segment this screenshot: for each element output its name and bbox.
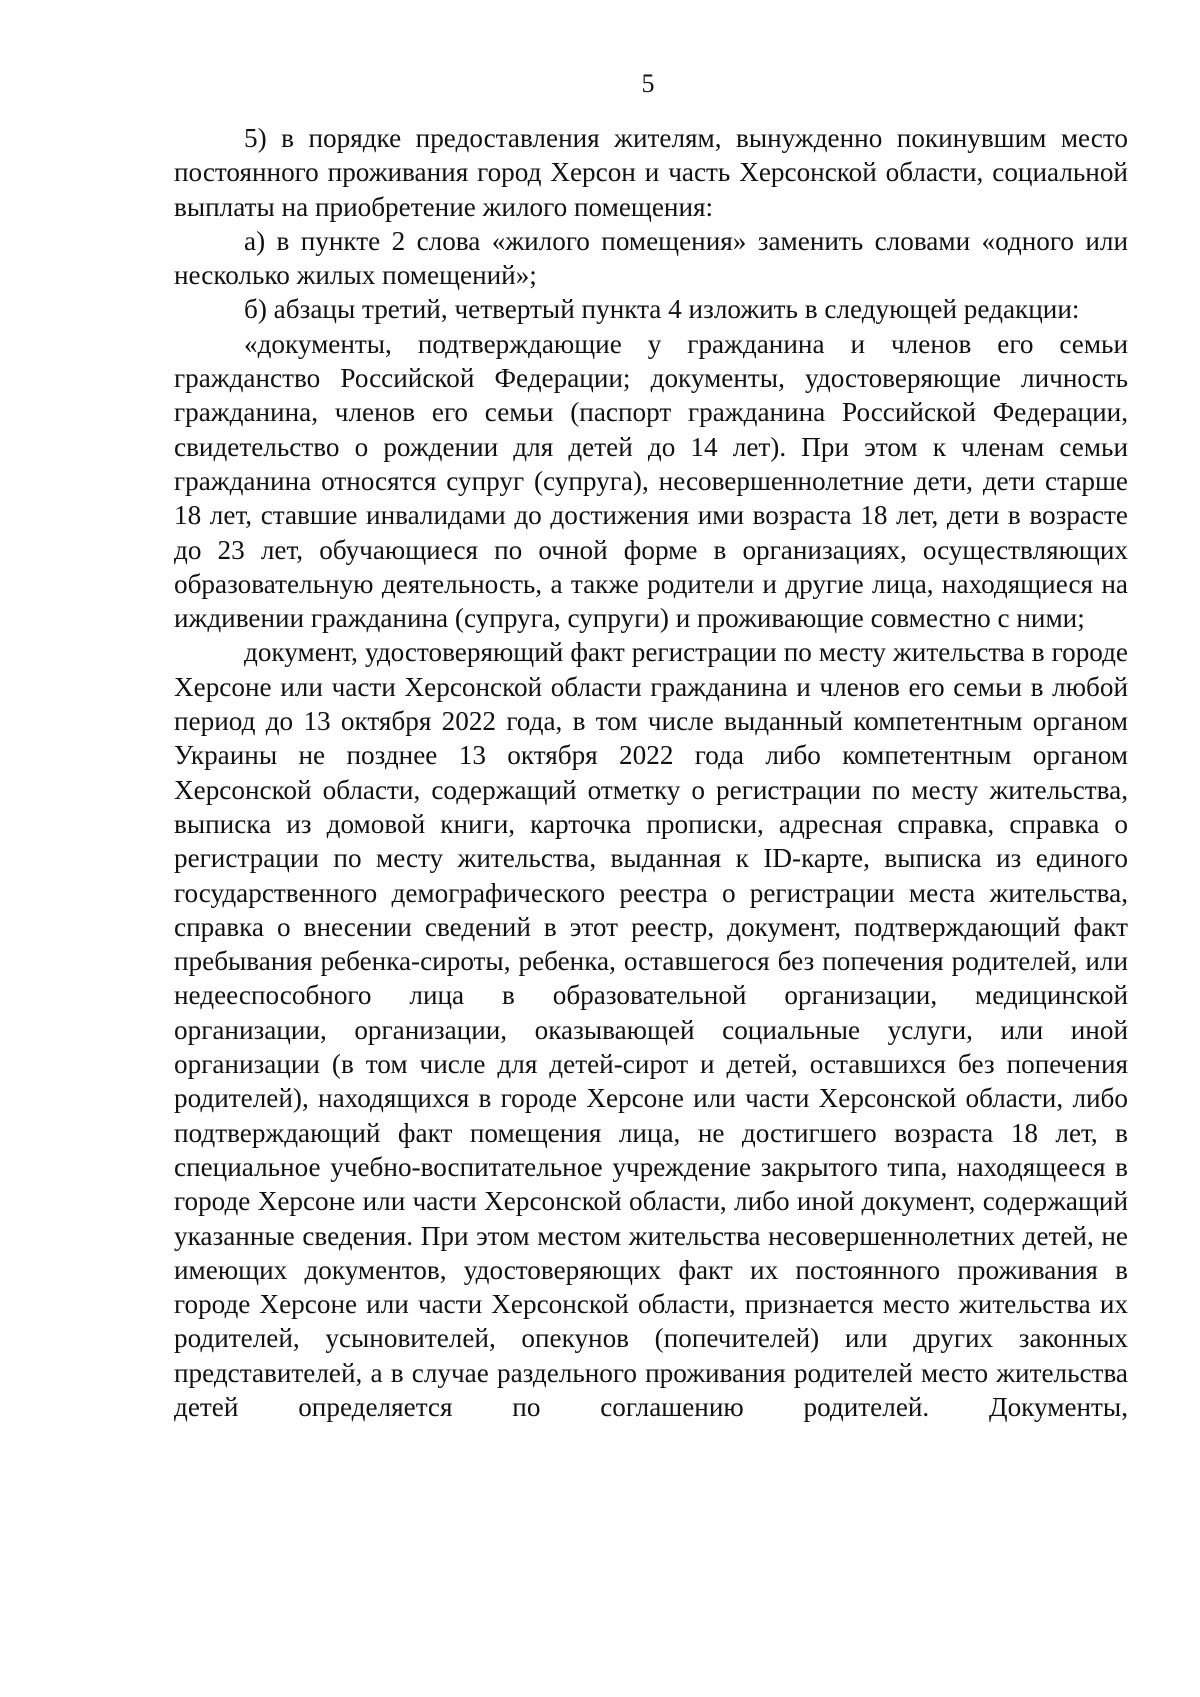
page-number: 5 (641, 69, 655, 98)
paragraph-registration-document: документ, удостоверяющий факт регистрации по месту жительства в городе Херсоне или части Херсонской области гражданина и членов его семьи в любой период до 13 октября 2022 года, в том числе выданный компетентным органом Украины не позднее 13 октября 2022 года либо компетентным органом Херсонской области, содержащий отметку о регистрации по месту жительства, выписка из домовой книги, карточка прописки, адресная справка, справка о регистрации по месту жительства, выданная к ID-карте, выписка из единого государственного демографического реестра о регистрации места жительства, справка о внесении сведений в этот реестр, документ, подтверждающий факт пребывания ребенка-сироты, ребенка, оставшегося без попечения родителей, или недееспособного лица в образовательной организации, медицинской организации, организации, оказывающей социальные услуги, или иной организации (в том числе для детей-сирот и детей, оставшихся без попечения родителей), находящихся в городе Херсоне или части Херсонской области, либо подтверждающий факт помещения лица, не достигшего возраста 18 лет, в специальное учебно-воспитательное учреждение закрытого типа, находящееся в городе Херсоне или части Херсонской области, либо иной документ, содержащий указанные сведения. При этом местом жительства несовершеннолетних детей, не имеющих документов, удостоверяющих факт их постоянного проживания в городе Херсоне или части Херсонской области, признается место жительства их родителей, усыновителей, опекунов (попечителей) или других законных представителей, а в случае раздельного проживания родителей место жительства детей определяется по соглашению родителей. Документы, (174, 637, 1128, 1422)
paragraph-citizenship-documents: «документы, подтверждающие у гражданина и членов его семьи гражданство Российской Федерации; документы, удостоверяющие личность гражданина, членов его семьи (паспорт гражданина Российской Федерации, свидетельство о рождении для детей до 14 лет). При этом к членам семьи гражданина относятся супруг (супруга), несовершеннолетние дети, дети старше 18 лет, ставшие инвалидами до достижения ими возраста 18 лет, дети в возрасте до 23 лет, обучающиеся по очной форме в организациях, осуществляющих образовательную деятельность, а также родители и другие лица, находящиеся на иждивении гражданина (супруга, супруги) и проживающие совместно с ними; (174, 328, 1128, 634)
paragraph-item-5: 5) в порядке предоставления жителям, вынужденно покинувшим место постоянного проживания город Херсон и часть Херсонской области, социальной выплаты на приобретение жилого помещения: (174, 123, 1128, 222)
paragraph-subitem-b: б) абзацы третий, четвертый пункта 4 изложить в следующей редакции: (244, 294, 1080, 325)
document-body (174, 121, 1128, 1424)
paragraph-subitem-a: а) в пункте 2 слова «жилого помещения» заменить словами «одного или несколько жилых помещений»; (174, 225, 1128, 291)
